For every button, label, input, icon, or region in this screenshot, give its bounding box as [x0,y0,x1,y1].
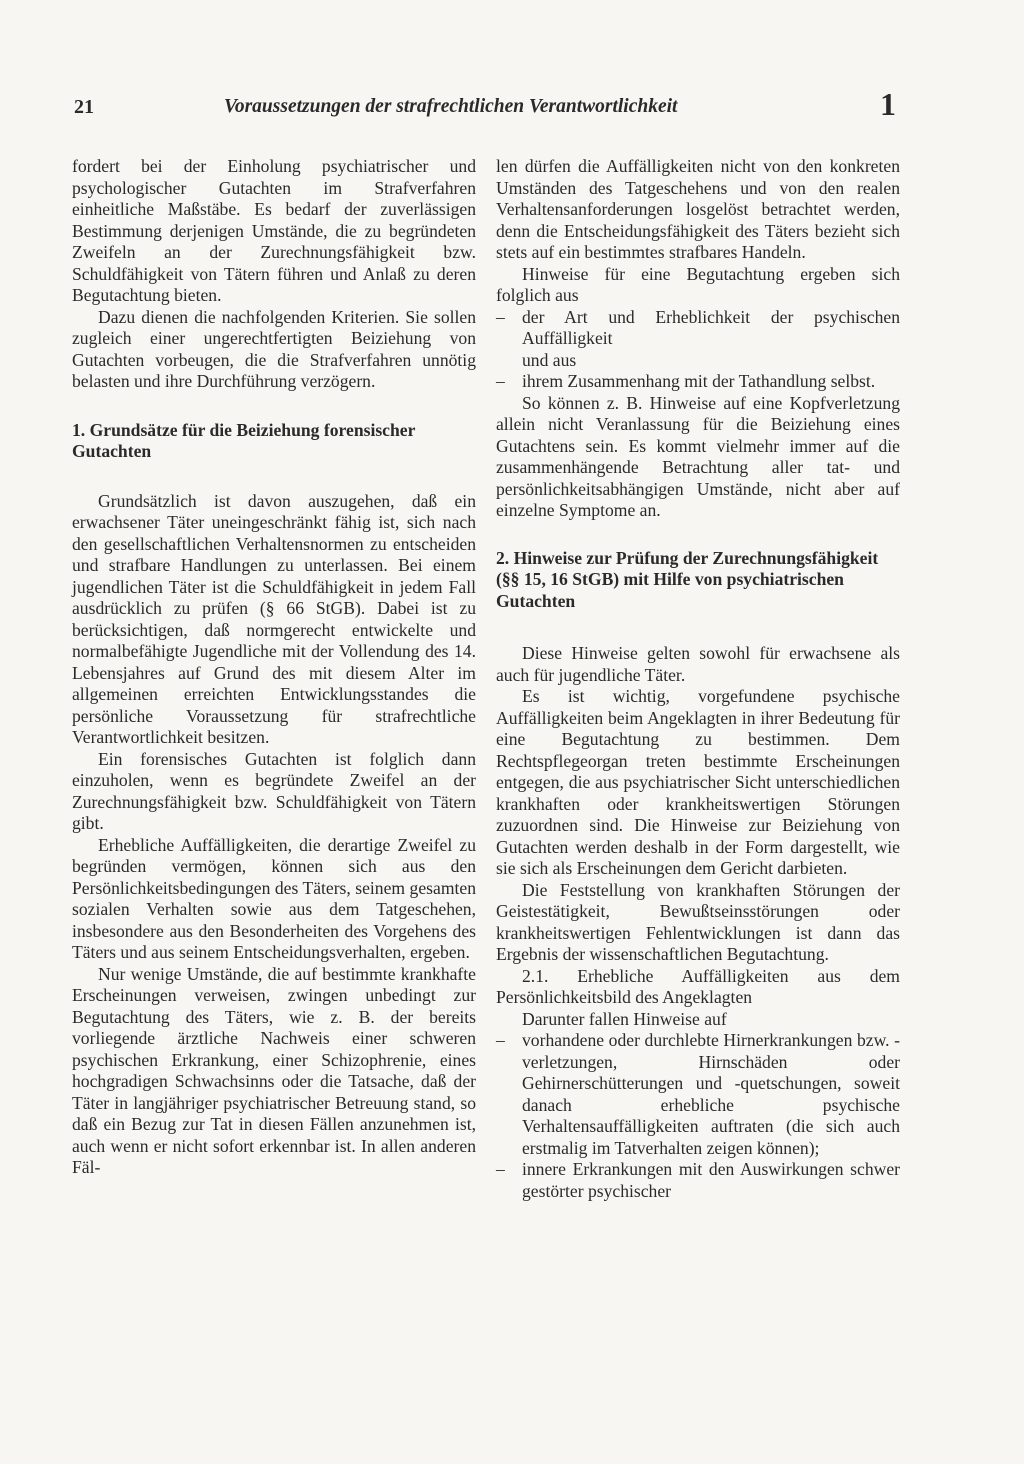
paragraph: Hinweise für eine Begutachtung ergeben sich folglich aus [496,263,900,305]
list-item [496,371,900,393]
dash-bullet: – [496,371,505,391]
list-item [496,307,900,350]
list-item [496,1030,900,1159]
paragraph: Erhebliche Auffälligkeiten, die derartige Zweifel zu begründen vermögen, können sich aus den Persönlichkeitsbedingungen des Täters, seinem gesamten sozialen Verhalten sowie aus dem Tatgeschehen, insbesondere aus den Besonderheiten des Vorgehens des Täters und aus seinem Entscheidungsverhalten, ergeben. [72,834,476,962]
paragraph: len dürfen die Auffälligkeiten nicht von den konkreten Umständen des Tatgeschehens und von den realen Verhaltensanforderungen losgelöst betrachtet werden, denn die Entscheidungsfähigkeit des Täters bezieht sich stets auf ein bestimmtes strafbares Handeln. [496,156,900,262]
list-item [496,1159,900,1202]
paragraph: Diese Hinweise gelten sowohl für erwachsene als auch für jugendliche Täter. [496,643,900,685]
left-column [72,156,476,1179]
page-header [72,88,896,128]
paragraph: Grundsätzlich ist davon auszugehen, daß ein erwachsener Täter uneingeschränkt fähig ist, sich nach den gesellschaftlichen Verhaltensnormen zu entscheiden und strafbare Handlungen zu unterlassen. Bei einem jugendlichen Täter ist die Schuldfähigkeit in jedem Fall ausdrücklich zu prüfen (§ 66 StGB). Dabei ist zu berücksichtigen, daß normgerecht entwickelte und normalbefähigte Jugendliche mit der Vollendung des 14. Lebensjahres auf Grund des mit diesem Alter im allgemeinen erreichten Entwicklungsstandes die persönliche Voraussetzung für strafrechtliche Verantwortlichkeit besitzen. [72,490,476,747]
paragraph: So können z. B. Hinweise auf eine Kopfverletzung allein nicht Veranlassung für die Beiziehung eines Gutachtens sein. Es kommt vielmehr immer auf die zusammenhängende Betrachtung aller tat- und persönlichkeitsabhängigen Umstände, nicht aber auf einzelne Symptome an. [496,392,900,520]
paragraph: Es ist wichtig, vorgefundene psychische Auffälligkeiten beim Angeklagten in ihrer Bedeutung für eine Begutachtung zu bestimmen. Dem Rechtspflegeorgan treten bestimmte Erscheinungen entgegen, die aus psychiatrischer Sicht unterschiedlichen krankhaften oder krankheitswertigen Störungen zuzuordnen sind. Die Hinweise zur Beiziehung von Gutachten werden deshalb in der Form dargestellt, wie sie sich als Erscheinungen dem Gericht darbieten. [496,686,900,878]
list-item-text: ihrem Zusammenhang mit der Tathandlung selbst. [522,371,876,391]
list-item-text: vorhandene oder durchlebte Hirnerkrankungen bzw. -verletzungen, Hirnschäden oder Gehirnerschütterungen und -quetschungen, soweit danach erhebliche psychische Verhaltensauffälligkeiten auftraten (die sich auch erstmalig im Tatverhalten zeigen können); [522,1030,900,1158]
chapter-number: 1 [880,86,896,122]
paragraph: Dazu dienen die nachfolgenden Kriterien. Sie sollen zugleich einer ungerechtfertigten Beiziehung von Gutachten vorbeugen, die die Strafverfahren unnötig belasten und ihre Durchführung verzögern. [72,306,476,391]
section-heading: 2. Hinweise zur Prüfung der Zurechnungsfähigkeit (§§ 15, 16 StGB) mit Hilfe von psychiatrischen Gutachten [496,547,879,611]
subsection-heading: 2.1. Erhebliche Auffälligkeiten aus dem Persönlichkeitsbild des Angeklagten [496,965,900,1007]
list-conjunction: und aus [522,349,577,370]
right-column [496,156,900,1202]
page-number: 21 [74,96,94,118]
paragraph: Darunter fallen Hinweise auf [522,1008,727,1029]
paragraph: Die Feststellung von krankhaften Störungen der Geistestätigkeit, Bewußtseinsstörungen oder krankheitswertigen Fehlentwicklungen ist dann das Ergebnis der wissenschaftlichen Begutachtung. [496,879,900,964]
dash-bullet: – [496,306,505,327]
paragraph: Nur wenige Umstände, die auf bestimmte krankhafte Erscheinungen verweisen, zwingen unbedingt zur Begutachtung des Täters, wie z. B. der bereits vorliegende ärztliche Nachweis einer schweren psychischen Erkrankung, einer Schizophrenie, eines hochgradigen Schwachsinns oder die Tatsache, daß der Täter in langjähriger psychiatrischer Betreuung stand, so daß ein Bezug zur Tat in diesen Fällen anzunehmen ist, auch wenn er nicht sofort erkennbar ist. In allen anderen Fäl- [72,963,476,1177]
dash-bullet: – [496,1030,505,1050]
paragraph: fordert bei der Einholung psychiatrischer und psychologischer Gutachten im Strafverfahren einheitliche Maßstäbe. Es bedarf der zuverlässigen Bestimmung derjenigen Umstände, die zu begründeten Zweifeln an der Zurechnungsfähigkeit bzw. Schuldfähigkeit von Tätern führen und Anlaß zu deren Begutachtung bieten. [72,156,476,305]
paragraph: Ein forensisches Gutachten ist folglich dann einzuholen, wenn es begründete Zweifel an der Zurechnungsfähigkeit bzw. Schuldfähigkeit von Tätern gibt. [72,748,476,833]
list-item-text: innere Erkrankungen mit den Auswirkungen schwer gestörter psychischer [522,1159,900,1201]
list-item-text: der Art und Erheblichkeit der psychischen Auffälligkeit [522,306,900,348]
dash-bullet: – [496,1159,505,1179]
running-title: Voraussetzungen der strafrechtlichen Verantwortlichkeit [224,96,678,117]
section-heading: 1. Grundsätze für die Beiziehung forensischer Gutachten [72,419,416,461]
